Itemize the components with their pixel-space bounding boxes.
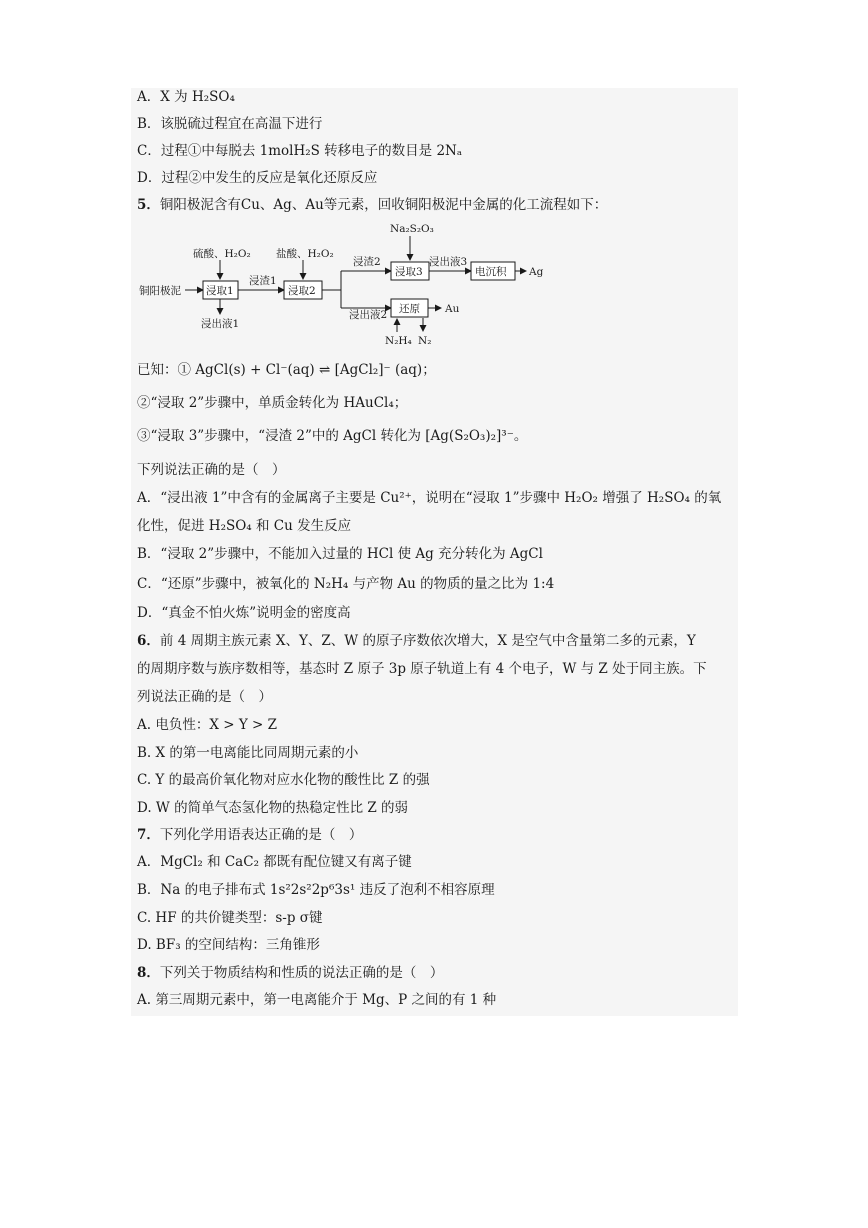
q4-option-a: A．X 为 H₂SO₄ <box>137 89 235 105</box>
q5-option-a-line2: 化性，促进 H₂SO₄ 和 Cu 发生反应 <box>137 518 352 534</box>
q4-option-b: B．该脱硫过程宜在高温下进行 <box>137 116 323 132</box>
q8-stem: 下列关于物质结构和性质的说法正确的是（ ） <box>159 965 444 981</box>
q5-known-1: 已知：① AgCl(s) + Cl⁻(aq) ⇌ [AgCl₂]⁻ (aq)； <box>137 362 436 378</box>
q7-option-c: C. HF 的共价键类型：s-p σ键 <box>137 910 323 926</box>
q6-stem1: 前 4 周期主族元素 X、Y、Z、W 的原子序数依次增大，X 是空气中含量第二多的元素，Y <box>159 633 696 649</box>
q6-stem-line3: 列说法正确的是（ ） <box>137 689 272 705</box>
q7-option-a: A．MgCl₂ 和 CaC₂ 都既有配位键又有离子键 <box>137 854 412 870</box>
q5-number: 5． <box>137 197 160 213</box>
q7-number: 7． <box>137 827 160 843</box>
flow-out1-label: 浸出液1 <box>201 318 240 330</box>
q6-option-b: B. X 的第一电离能比同周期元素的小 <box>137 745 359 761</box>
q5-stem-line <box>137 196 607 214</box>
q8-stem-line <box>137 964 443 982</box>
flow-box4-label: 电沉积 <box>475 266 507 278</box>
q5-known-3: ③“浸取 3”步骤中，“浸渣 2”中的 AgCl 转化为 [Ag(S₂O₃)₂]³⁻。 <box>137 428 528 444</box>
q7-stem: 下列化学用语表达正确的是（ ） <box>159 827 363 843</box>
q7-stem-line <box>137 826 362 844</box>
flow-leach2-label: 浸出液2 <box>349 309 388 321</box>
flow-box5-label: 还原 <box>399 303 420 315</box>
flow-box3-label: 浸取3 <box>395 266 423 278</box>
flow-box1-label: 浸取1 <box>206 285 234 297</box>
q5-option-a-line1: A．“浸出液 1”中含有的金属离子主要是 Cu²⁺，说明在“浸取 1”步骤中 H₂O₂ 增强了 H₂SO₄ 的氧 <box>137 490 722 506</box>
q6-option-d: D. W 的简单气态氢化物的热稳定性比 Z 的弱 <box>137 800 409 816</box>
q7-option-b: B．Na 的电子排布式 1s²2s²2p⁶3s¹ 违反了泡利不相容原理 <box>137 882 495 898</box>
flow-reagent2-label: 盐酸、H₂O₂ <box>276 248 334 260</box>
flow-n2h4-label: N₂H₄ <box>385 335 412 347</box>
flow-ag-label: Ag <box>529 266 544 278</box>
flow-residue1-label: 浸渣1 <box>249 275 277 287</box>
q4-option-c: C．过程①中每脱去 1molH₂S 转移电子的数目是 2Nₐ <box>137 143 463 159</box>
flow-residue2-label: 浸渣2 <box>353 256 381 268</box>
q5-option-b: B．“浸取 2”步骤中，不能加入过量的 HCl 使 Ag 充分转化为 AgCl <box>137 546 543 562</box>
q6-option-c: C. Y 的最高价氧化物对应水化物的酸性比 Z 的强 <box>137 772 430 788</box>
q5-stem: 铜阳极泥含有Cu、Ag、Au等元素，回收铜阳极泥中金属的化工流程如下： <box>159 197 608 213</box>
q4-option-d: D．过程②中发生的反应是氧化还原反应 <box>137 170 378 186</box>
q5-known-2: ②“浸取 2”步骤中，单质金转化为 HAuCl₄； <box>137 395 408 411</box>
q6-option-a: A. 电负性：X > Y > Z <box>137 717 278 733</box>
q5-prompt: 下列说法正确的是（ ） <box>137 462 286 478</box>
flow-reagent3-label: Na₂S₂O₃ <box>390 223 434 235</box>
flow-box2-label: 浸取2 <box>288 285 316 297</box>
flow-start-label: 铜阳极泥 <box>139 285 181 297</box>
q8-option-a: A. 第三周期元素中，第一电离能介于 Mg、P 之间的有 1 种 <box>137 992 497 1008</box>
flow-n2-label: N₂ <box>418 335 432 347</box>
flow-au-label: Au <box>445 303 460 315</box>
q6-number: 6． <box>137 633 160 649</box>
q6-stem-line1 <box>137 632 696 650</box>
q5-option-c: C．“还原”步骤中，被氧化的 N₂H₄ 与产物 Au 的物质的量之比为 1:4 <box>137 576 555 592</box>
q8-number: 8． <box>137 965 160 981</box>
q7-option-d: D. BF₃ 的空间结构：三角锥形 <box>137 937 320 953</box>
flow-leach3-label: 浸出液3 <box>429 256 468 268</box>
flow-reagent1-label: 硫酸、H₂O₂ <box>193 248 251 260</box>
flow-diagram <box>131 216 551 350</box>
q6-stem-line2: 的周期序数与族序数相等，基态时 Z 原子 3p 原子轨道上有 4 个电子，W 与 Z 处于同主族。下 <box>137 661 707 677</box>
q5-option-d: D．“真金不怕火炼”说明金的密度高 <box>137 605 351 621</box>
